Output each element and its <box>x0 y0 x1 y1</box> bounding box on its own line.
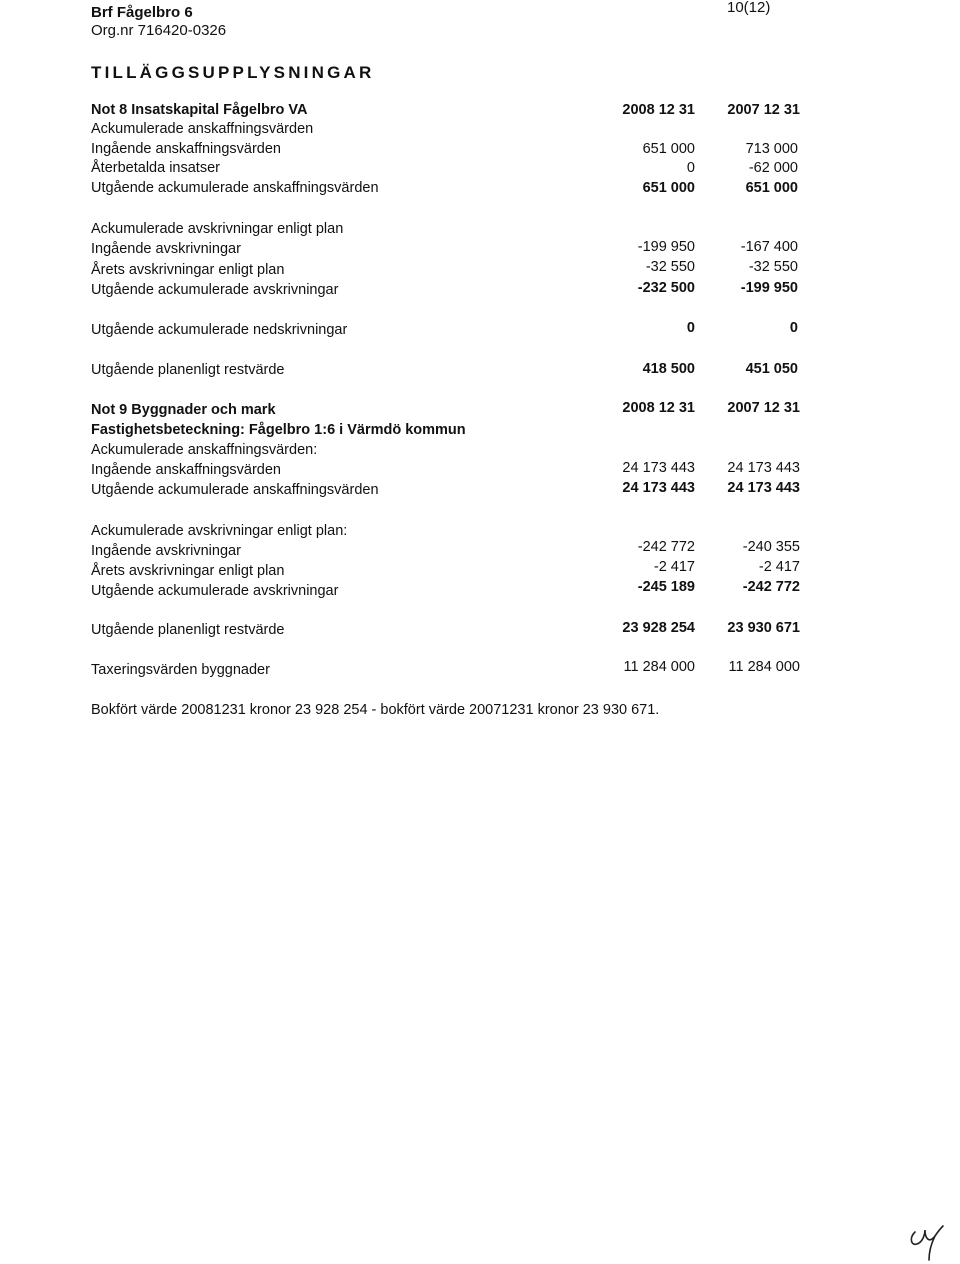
note8-row-value-2007: -32 550 <box>748 259 798 275</box>
note9-col2-header: 2007 12 31 <box>727 400 800 416</box>
note8-row-value-2008: 651 000 <box>642 180 695 196</box>
note9-heading: Not 9 Byggnader och mark <box>91 402 276 418</box>
note8-row-value-2007: 451 050 <box>745 361 798 377</box>
note8-row-value-2008: -32 550 <box>645 259 695 275</box>
note8-row-value-2008: 0 <box>686 160 695 176</box>
note9-row-label: Ingående avskrivningar <box>91 543 241 559</box>
note8-row-label: Ackumulerade avskrivningar enligt plan <box>91 221 344 237</box>
note9-row-label: Utgående planenligt restvärde <box>91 622 285 638</box>
note8-row-value-2007: 651 000 <box>745 180 798 196</box>
note9-row-value-2008: 11 284 000 <box>623 659 695 675</box>
note8-row-label: Utgående ackumulerade avskrivningar <box>91 282 339 298</box>
note9-row-label: Ingående anskaffningsvärden <box>91 462 281 478</box>
note9-row-value-2008: -2 417 <box>653 559 695 575</box>
note8-row-value-2008: 651 000 <box>642 141 695 157</box>
note9-row-label: Årets avskrivningar enligt plan <box>91 563 285 579</box>
note8-row-value-2008: 418 500 <box>642 361 695 377</box>
note8-row-value-2008: 0 <box>686 320 695 336</box>
note8-row-label: Ingående anskaffningsvärden <box>91 141 281 157</box>
note9-row-value-2007: 23 930 671 <box>727 620 800 636</box>
note9-row-label: Utgående ackumulerade avskrivningar <box>91 583 339 599</box>
note8-row-value-2007: 713 000 <box>745 141 798 157</box>
note8-row-label: Årets avskrivningar enligt plan <box>91 262 285 278</box>
organization-number: Org.nr 716420-0326 <box>91 22 227 39</box>
note9-row-value-2008: -245 189 <box>637 579 695 595</box>
note8-row-value-2007: -199 950 <box>740 280 798 296</box>
note8-row-value-2008: -199 950 <box>637 239 695 255</box>
note9-row-value-2007: 24 173 443 <box>727 460 800 476</box>
note9-row-value-2007: -2 417 <box>758 559 800 575</box>
note8-row-label: Återbetalda insatser <box>91 160 220 176</box>
note9-row-value-2007: 24 173 443 <box>727 480 800 496</box>
note8-row-value-2007: 0 <box>789 320 798 336</box>
note9-footnote: Bokfört värde 20081231 kronor 23 928 254 - bokfört värde 20071231 kronor 23 930 671. <box>91 702 660 718</box>
page-title: TILLÄGGSUPPLYSNINGAR <box>91 63 375 82</box>
note8-row-value-2007: -167 400 <box>740 239 798 255</box>
note9-row-value-2007: -242 772 <box>742 579 800 595</box>
note9-row-label: Taxeringsvärden byggnader <box>91 662 270 678</box>
note8-heading: Not 8 Insatskapital Fågelbro VA <box>91 102 308 118</box>
note9-col1-header: 2008 12 31 <box>622 400 695 416</box>
note9-row-value-2007: -240 355 <box>742 539 800 555</box>
note9-row-label: Utgående ackumulerade anskaffningsvärden <box>91 482 379 498</box>
page-number: 10(12) <box>727 0 771 16</box>
organization-name: Brf Fågelbro 6 <box>91 4 193 21</box>
note9-row-value-2008: 24 173 443 <box>622 480 695 496</box>
note8-row-label: Ingående avskrivningar <box>91 241 241 257</box>
note9-row-value-2008: 24 173 443 <box>622 460 695 476</box>
note8-row-label: Utgående planenligt restvärde <box>91 362 285 378</box>
note9-row-value-2007: 11 284 000 <box>728 659 800 675</box>
note9-row-value-2008: 23 928 254 <box>622 620 695 636</box>
note9-row-label: Ackumulerade avskrivningar enligt plan: <box>91 523 348 539</box>
note8-row-label: Utgående ackumulerade nedskrivningar <box>91 322 348 338</box>
note9-property-designation: Fastighetsbeteckning: Fågelbro 1:6 i Värmdö kommun <box>91 422 466 438</box>
note8-row-label: Utgående ackumulerade anskaffningsvärden <box>91 180 379 196</box>
note9-row-label: Ackumulerade anskaffningsvärden: <box>91 442 318 458</box>
note9-row-value-2008: -242 772 <box>637 539 695 555</box>
note8-row-value-2007: -62 000 <box>748 160 798 176</box>
note8-col2-header: 2007 12 31 <box>727 102 800 118</box>
note8-col1-header: 2008 12 31 <box>622 102 695 118</box>
note8-row-label: Ackumulerade anskaffningsvärden <box>91 121 314 137</box>
handwritten-initials <box>905 1222 955 1262</box>
note8-row-value-2008: -232 500 <box>637 280 695 296</box>
